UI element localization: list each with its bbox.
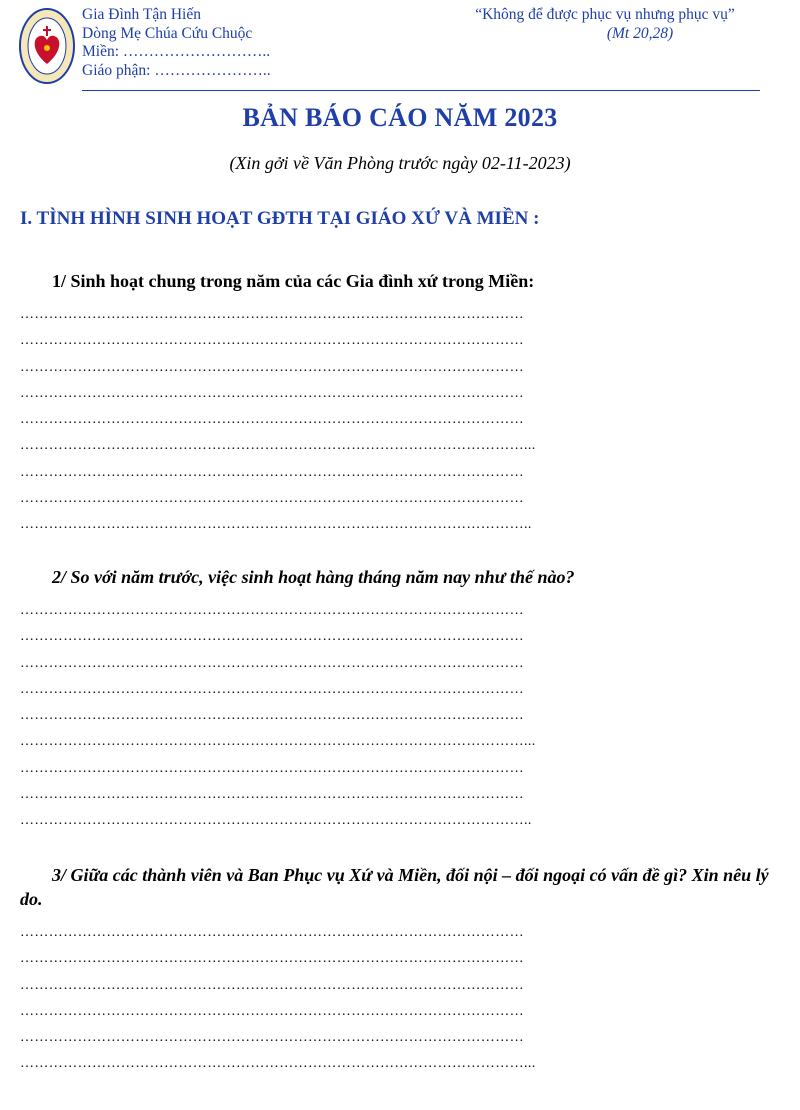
page-header [0, 0, 800, 92]
answer-line[interactable]: …………………………………………………………………………………………… [20, 977, 524, 993]
answer-line[interactable]: …………………………………………………………………………………………… [20, 412, 524, 428]
answer-line[interactable]: ……………………………………………………………………………………………... [20, 438, 536, 454]
question-2-label: 2/ So với năm trước, việc sinh hoạt hàng tháng năm nay như thế nào? [52, 567, 575, 587]
motto-reference: (Mt 20,28) [606, 24, 674, 42]
congregation-name: Dòng Mẹ Chúa Cứu Chuộc [82, 24, 253, 42]
answer-line[interactable]: …………………………………………………………………………………………… [20, 385, 524, 401]
diocese-field: Giáo phận: ………………….. [82, 61, 271, 79]
report-title: BẢN BÁO CÁO NĂM 2023 [242, 103, 558, 132]
answer-line[interactable]: …………………………………………………………………………………………… [20, 681, 524, 697]
answer-line[interactable]: …………………………………………………………………………………………… [20, 307, 524, 322]
answer-line[interactable]: …………………………………………………………………………………………… [20, 491, 524, 507]
answer-line[interactable]: …………………………………………………………………………………………… [20, 464, 524, 480]
question-1-label: 1/ Sinh hoạt chung trong năm của các Gia đình xứ trong Miền: [52, 271, 535, 291]
motto: “Không để được phục vụ nhưng phục vụ” [475, 6, 735, 23]
question-2-answer-lines[interactable] [20, 598, 760, 835]
header-motto-block [420, 6, 790, 43]
region-field: Miền: ……………………….. [82, 43, 271, 60]
answer-line[interactable]: …………………………………………………………………………………………… [20, 925, 524, 940]
answer-line[interactable]: …………………………………………………………………………………………… [20, 655, 524, 671]
answer-line[interactable]: ……………………………………………………………………………………………... [20, 734, 536, 750]
answer-line[interactable]: …………………………………………………………………………………………… [20, 951, 524, 967]
report-subtitle: (Xin gởi về Văn Phòng trước ngày 02-11-2023) [229, 153, 571, 173]
answer-line[interactable]: …………………………………………………………………………………………… [20, 760, 524, 776]
answer-line[interactable]: …………………………………………………………………………………………… [20, 787, 524, 803]
header-divider [82, 90, 760, 91]
section-heading: I. TÌNH HÌNH SINH HOẠT GĐTH TẠI GIÁO XỨ VÀ MIỀN : [20, 208, 540, 229]
answer-line[interactable]: …………………………………………………………………………………………… [20, 629, 524, 645]
congregation-logo-icon [18, 6, 76, 86]
org-name: Gia Đình Tận Hiến [82, 6, 201, 23]
answer-line[interactable]: …………………………………………………………………………………………… [20, 333, 524, 349]
question-1-answer-lines[interactable] [20, 302, 760, 539]
answer-line[interactable]: …………………………………………………………………………………………….. [20, 813, 532, 829]
answer-line[interactable]: …………………………………………………………………………………………… [20, 1030, 524, 1046]
header-org-block [82, 6, 271, 80]
answer-line[interactable]: ……………………………………………………………………………………………... [20, 1056, 536, 1072]
answer-line[interactable]: …………………………………………………………………………………………….. [20, 517, 532, 533]
question-3-label: 3/ Giữa các thành viên và Ban Phục vụ Xứ và Miền, đối nội – đối ngoại có vấn đề gì? Xin nêu lý do. [20, 865, 769, 909]
answer-line[interactable]: …………………………………………………………………………………………… [20, 708, 524, 724]
question-3-answer-lines[interactable] [20, 920, 760, 1078]
answer-line[interactable]: …………………………………………………………………………………………… [20, 603, 524, 618]
answer-line[interactable]: …………………………………………………………………………………………… [20, 359, 524, 375]
answer-line[interactable]: …………………………………………………………………………………………… [20, 1003, 524, 1019]
